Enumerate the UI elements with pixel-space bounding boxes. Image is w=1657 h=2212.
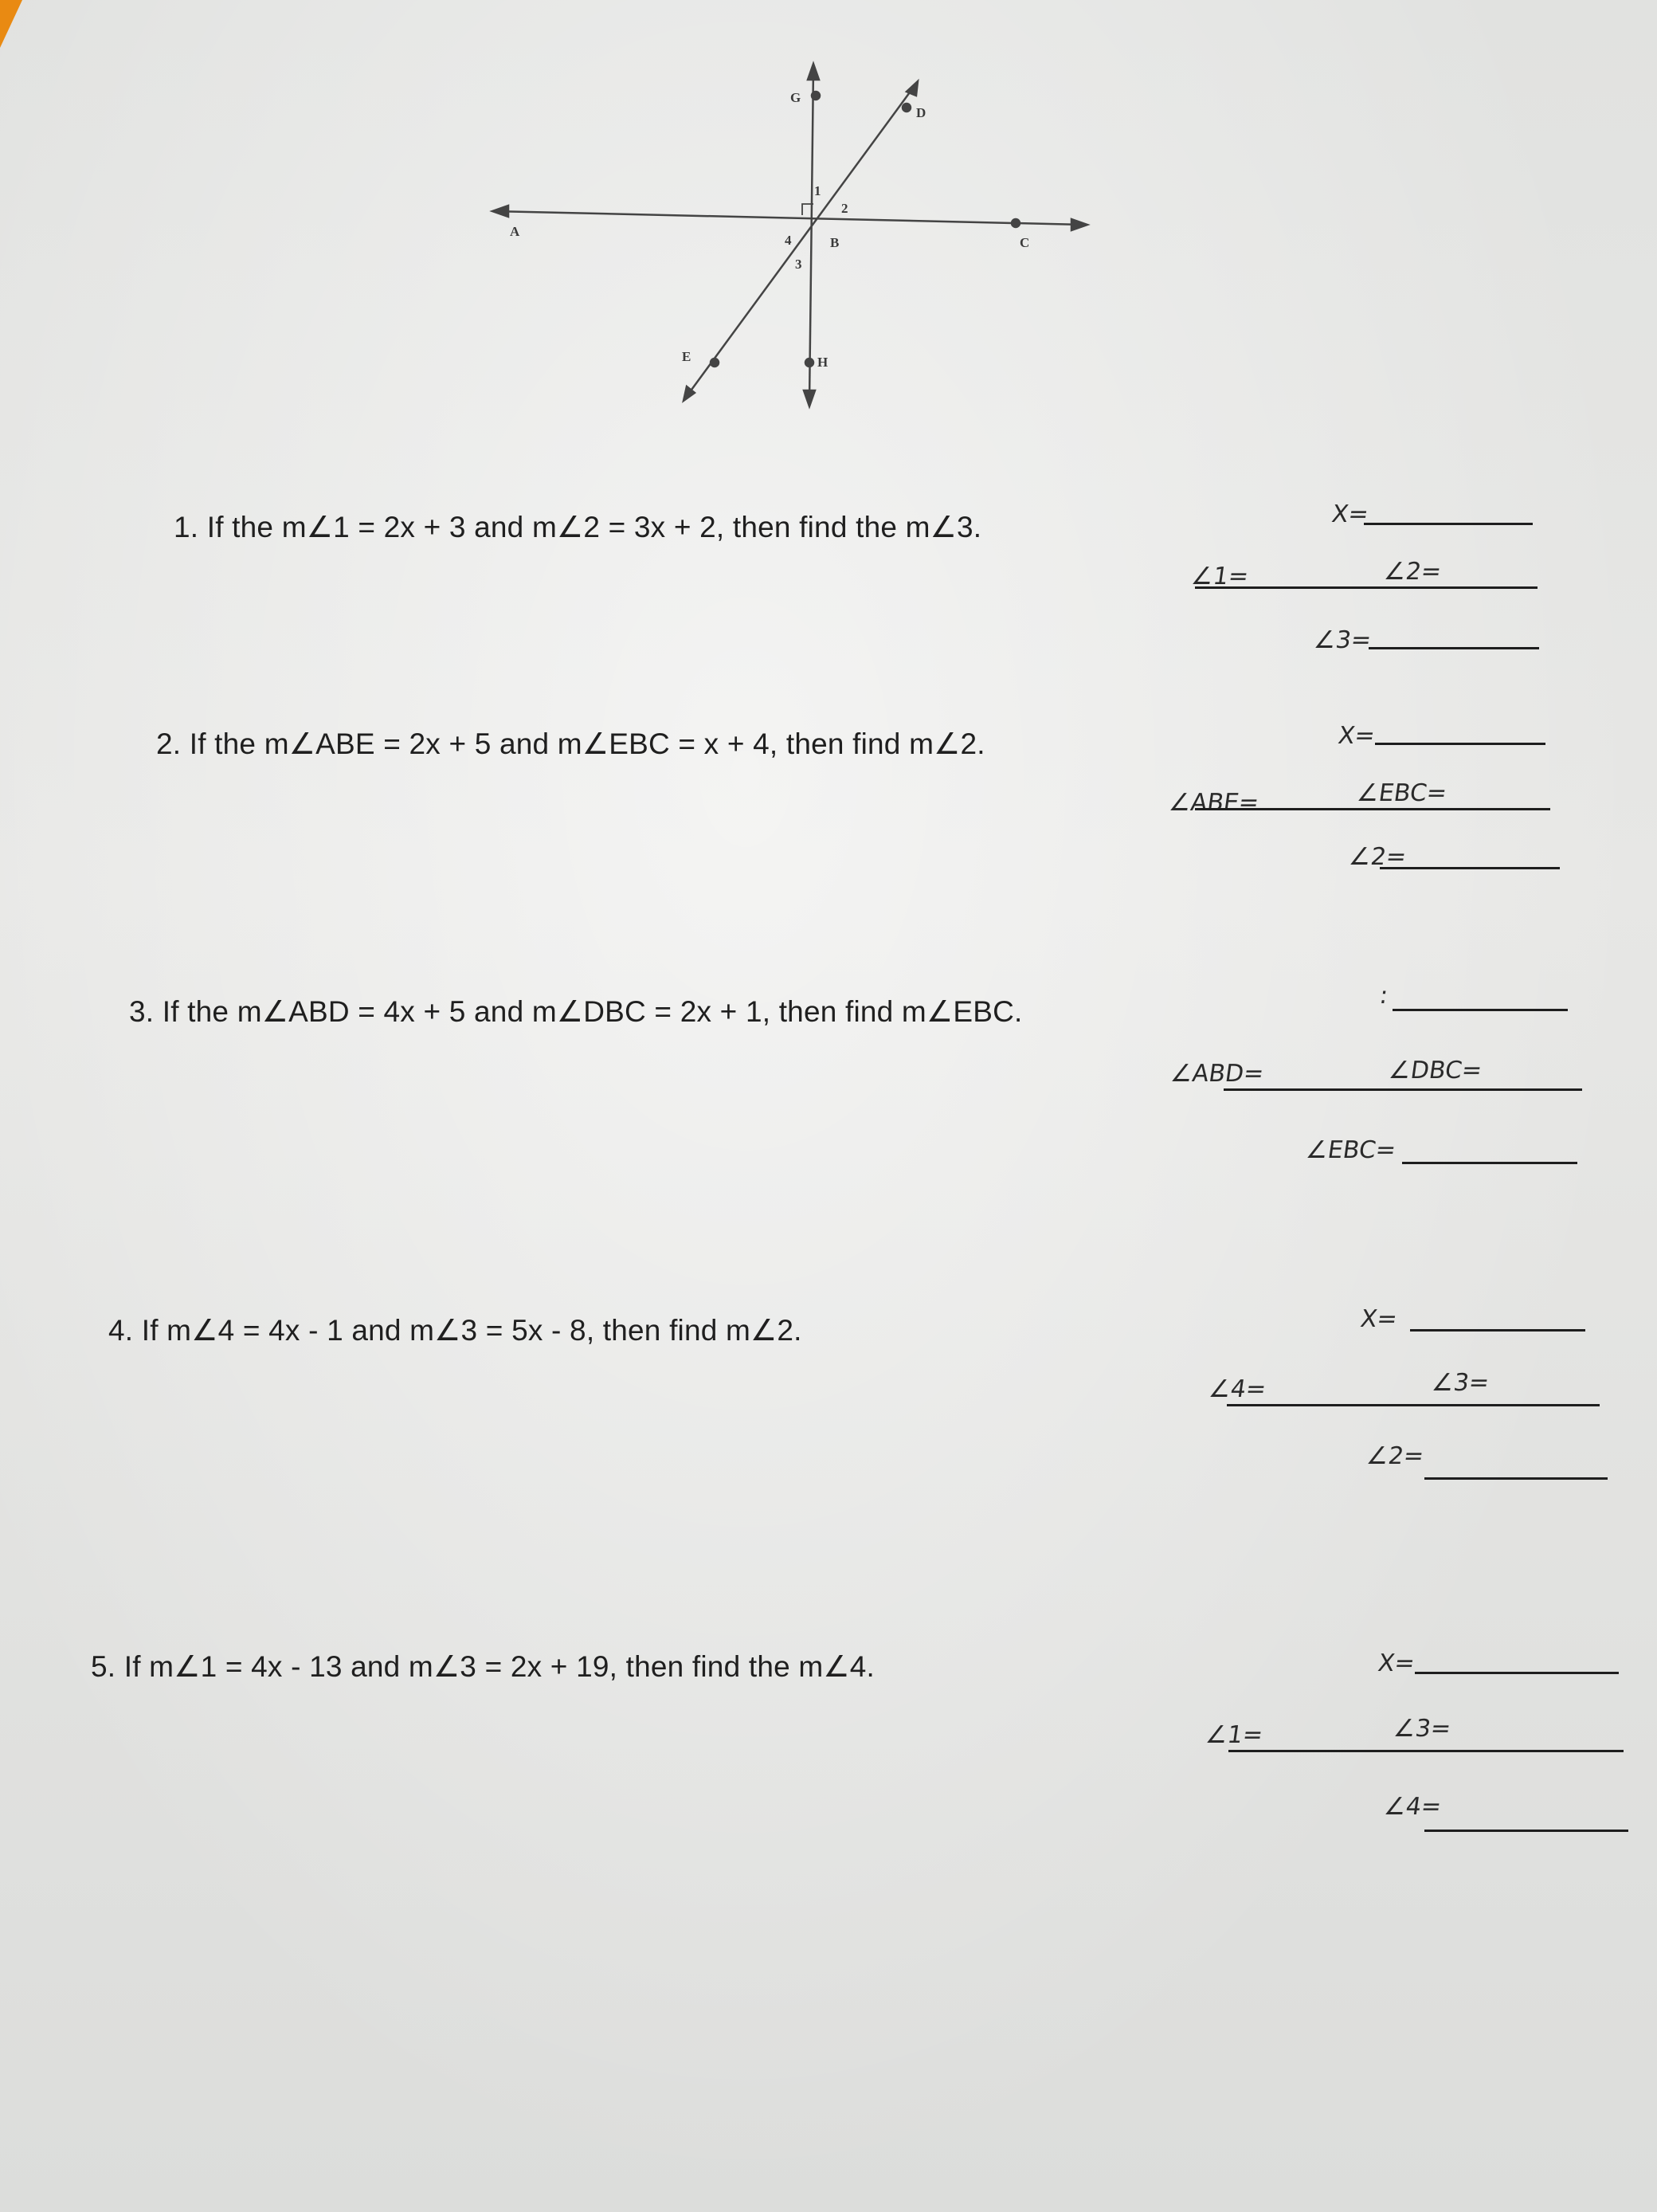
q2-x-label: X= (1336, 722, 1377, 750)
q2-angle-ebc-label: ∠EBC= (1355, 779, 1449, 807)
q4-angle2-answer-line[interactable] (1424, 1477, 1608, 1480)
q3-x-answer-line[interactable] (1393, 1009, 1568, 1011)
q4-angle4-label: ∠4= (1207, 1375, 1268, 1403)
q3-x-label: : (1377, 982, 1390, 1010)
q2-x-answer-line[interactable] (1375, 743, 1545, 745)
point-label-e: E (682, 349, 691, 364)
q5-angle1-label: ∠1= (1204, 1721, 1265, 1749)
angle-label-4: 4 (785, 233, 792, 248)
q1-angle1-label: ∠1= (1189, 563, 1251, 590)
q1-angle3-answer-line[interactable] (1369, 647, 1539, 649)
q5-angle4-answer-line[interactable] (1424, 1830, 1628, 1832)
question-3: 3. If the m∠ABD = 4x + 5 and m∠DBC = 2x + 1, then find m∠EBC. (129, 995, 1023, 1028)
q1-angle3-label: ∠3= (1312, 626, 1373, 654)
q4-x-answer-line[interactable] (1410, 1329, 1585, 1332)
q1-angle-answer-line[interactable] (1195, 586, 1538, 589)
point-label-d: D (916, 105, 926, 120)
q3-angle-abd-label: ∠ABD= (1169, 1060, 1266, 1088)
q1-x-label: X= (1330, 500, 1371, 528)
q4-angle3-label: ∠3= (1430, 1369, 1491, 1397)
q3-angle-ebc-answer-line[interactable] (1402, 1162, 1577, 1164)
q5-angle4-label: ∠4= (1382, 1793, 1444, 1821)
intersecting-lines-diagram (446, 48, 1147, 430)
question-4: 4. If m∠4 = 4x - 1 and m∠3 = 5x - 8, then find m∠2. (108, 1314, 802, 1347)
angle-label-1: 1 (814, 183, 821, 198)
point-label-c: C (1020, 235, 1030, 250)
q4-x-label: X= (1358, 1305, 1400, 1333)
point-label-b: B (830, 235, 840, 250)
question-5: 5. If m∠1 = 4x - 13 and m∠3 = 2x + 19, then find the m∠4. (91, 1650, 876, 1683)
angle-label-2: 2 (841, 201, 848, 216)
q3-angle-answer-line[interactable] (1224, 1088, 1582, 1091)
q2-angle-abe-label: ∠ABE= (1167, 789, 1261, 817)
q3-angle-ebc-label: ∠EBC= (1304, 1136, 1398, 1164)
point-label-h: H (817, 355, 828, 370)
q5-angle-answer-line[interactable] (1228, 1750, 1624, 1752)
q3-angle-dbc-label: ∠DBC= (1387, 1057, 1484, 1084)
q4-angle-answer-line[interactable] (1227, 1404, 1600, 1406)
q2-angle2-answer-line[interactable] (1380, 867, 1560, 869)
point-label-g: G (790, 90, 801, 105)
angle-label-3: 3 (795, 257, 802, 272)
q1-x-answer-line[interactable] (1364, 523, 1533, 525)
q5-x-label: X= (1376, 1649, 1417, 1677)
q4-angle2-label: ∠2= (1365, 1442, 1426, 1470)
q5-x-answer-line[interactable] (1415, 1672, 1619, 1674)
question-1: 1. If the m∠1 = 2x + 3 and m∠2 = 3x + 2, then find the m∠3. (174, 511, 982, 543)
question-2: 2. If the m∠ABE = 2x + 5 and m∠EBC = x + 4, then find m∠2. (156, 728, 985, 760)
q2-angle2-label: ∠2= (1347, 843, 1408, 871)
q5-angle3-label: ∠3= (1392, 1715, 1453, 1743)
page-corner-tab (0, 0, 22, 48)
point-label-a: A (510, 224, 520, 239)
q1-angle2-label: ∠2= (1382, 558, 1444, 586)
q2-angle-answer-line[interactable] (1195, 808, 1550, 810)
